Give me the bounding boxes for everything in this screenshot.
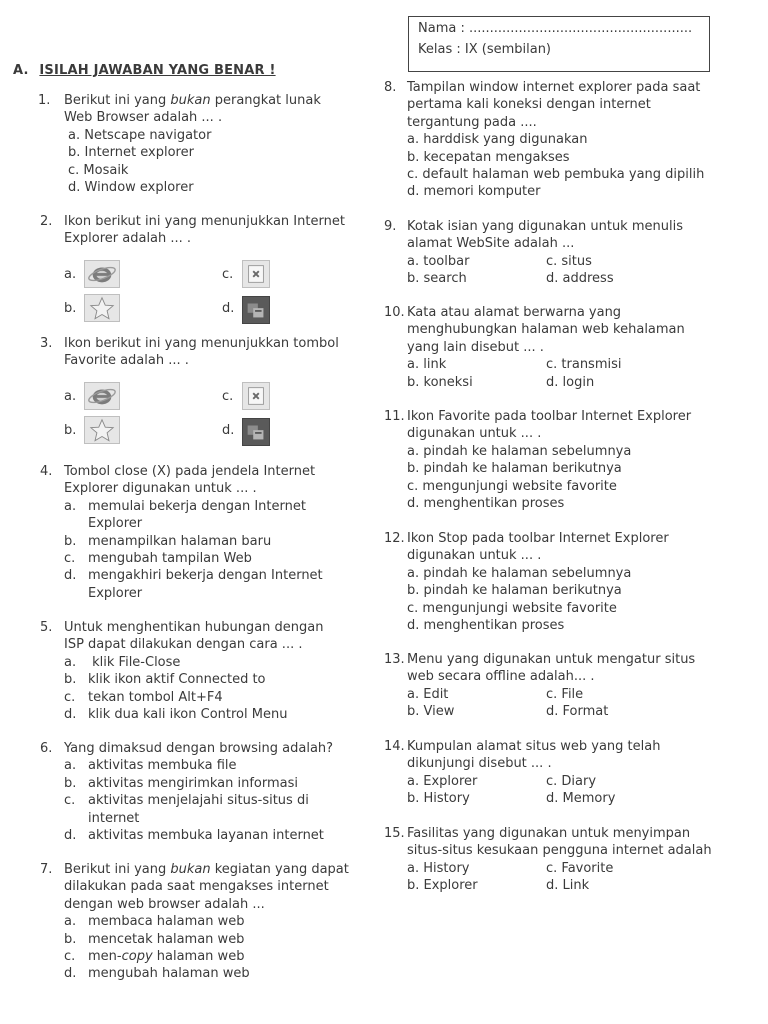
option-letter: b. [64, 533, 77, 549]
option-letter: c. [64, 793, 76, 809]
question-number: 4. [40, 464, 53, 479]
option-text: aktivitas mengirimkan informasi [88, 775, 299, 791]
question-text [64, 92, 321, 127]
question-text [407, 79, 700, 131]
option[interactable] [64, 948, 244, 965]
question-text-emphasis: bukan [170, 93, 211, 108]
option[interactable]: c. mengunjungi website favorite [407, 600, 617, 616]
question-number: 2. [40, 214, 53, 229]
question-text-part: Kumpulan alamat situs web yang telah [407, 739, 661, 754]
question-text-part: Explorer digunakan untuk ... . [64, 481, 257, 497]
question-text [407, 218, 683, 253]
kelas-field: Kelas : IX (sembilan) [418, 42, 552, 58]
option[interactable]: d. menghentikan proses [407, 618, 565, 633]
option[interactable] [64, 498, 306, 515]
question-text [407, 825, 712, 860]
option-letter: b. [64, 931, 77, 947]
question-text-part: Yang dimaksud dengan browsing adalah? [64, 741, 334, 756]
option[interactable]: b. koneksi [407, 374, 473, 390]
question-text-emphasis: bukan [170, 862, 211, 877]
option-text: menampilkan halaman baru [88, 533, 272, 549]
option[interactable] [64, 965, 250, 982]
option[interactable] [64, 689, 223, 706]
option[interactable] [64, 706, 287, 723]
question-number: 15. [384, 826, 405, 841]
option-text: memulai bekerja dengan Internet [88, 498, 306, 514]
question-text-part: Explorer adalah ... . [64, 231, 192, 247]
question-text [64, 335, 339, 370]
question-text-part: Kotak isian yang digunakan untuk menulis [407, 219, 683, 234]
question-text-part: kegiatan yang dapat [210, 862, 349, 877]
option-text: internet [88, 810, 140, 826]
option-letter: b. [64, 672, 77, 688]
question-text-part: Kata atau alamat berwarna yang [407, 305, 622, 320]
refresh-icon[interactable] [242, 418, 270, 446]
question-text [407, 408, 691, 443]
option[interactable] [64, 585, 142, 602]
question-text-part: Fasilitas yang digunakan untuk menyimpan [407, 826, 691, 841]
option-label: b. [64, 423, 77, 438]
option[interactable] [64, 775, 298, 792]
option[interactable] [64, 792, 309, 809]
option[interactable]: a. pindah ke halaman sebelumnya [407, 565, 632, 581]
question-text [407, 651, 695, 686]
question-text-part: yang lain disebut ... . [407, 339, 544, 355]
question-text-part: menghubungkan halaman web kehalaman [407, 322, 685, 338]
question-text-part: digunakan untuk ... . [407, 548, 542, 564]
option-text: mengubah halaman web [88, 966, 250, 982]
option-text: aktivitas menjelajahi situs-situs di [88, 793, 309, 809]
option[interactable] [64, 913, 244, 930]
option[interactable]: b. Explorer [407, 878, 478, 894]
option-text: klik ikon aktif Connected to [88, 672, 266, 688]
option[interactable]: b. pindah ke halaman berikutnya [407, 461, 622, 477]
question-text [407, 304, 685, 356]
question-text-part: dengan web browser adalah ... [64, 896, 265, 912]
question-number: 12. [384, 531, 405, 546]
question-number: 8. [384, 80, 397, 95]
option-text: klik File-Close [88, 654, 181, 670]
option[interactable]: a. Explorer [407, 773, 478, 789]
option[interactable]: d. Format [546, 704, 609, 720]
question-text-part: Menu yang digunakan untuk mengatur situs [407, 652, 696, 667]
option-label: a. [64, 389, 77, 404]
stop-icon[interactable] [242, 382, 270, 410]
option[interactable]: d. Window explorer [68, 180, 194, 195]
option[interactable]: c. Diary [546, 773, 597, 789]
option[interactable] [64, 757, 237, 774]
option[interactable]: c. Mosaik [68, 162, 129, 178]
question-number: 10. [384, 305, 405, 320]
option[interactable] [64, 931, 244, 948]
option[interactable]: c. Favorite [546, 860, 614, 876]
option[interactable] [64, 810, 139, 827]
question-text-part: tergantung pada .... [407, 114, 537, 130]
section-title [13, 62, 276, 79]
option[interactable] [64, 550, 252, 567]
option[interactable]: d. Link [546, 878, 590, 894]
option-text: mengubah tampilan Web [88, 551, 252, 566]
question-number: 5. [40, 620, 53, 635]
option[interactable]: a. toolbar [407, 253, 470, 269]
option[interactable] [64, 533, 271, 550]
option-letter: a. [64, 914, 77, 930]
option[interactable] [64, 654, 180, 671]
question-number: 11. [384, 409, 405, 424]
option-letter: d. [64, 568, 77, 584]
option-text: halaman web [152, 949, 245, 964]
favorite-star-icon[interactable] [84, 416, 120, 444]
option-text: mengakhiri bekerja dengan Internet [88, 568, 323, 584]
option[interactable]: d. address [546, 271, 614, 287]
question-text-part: alamat WebSite adalah ... [407, 236, 575, 252]
section-heading: ISILAH JAWABAN YANG BENAR ! [39, 63, 276, 78]
option-text: aktivitas membuka file [88, 758, 237, 774]
question-text-part: Ikon berikut ini yang menunjukkan Internet [64, 214, 345, 229]
option[interactable]: a. harddisk yang digunakan [407, 132, 588, 148]
option-text-emphasis: copy [121, 949, 153, 964]
question-text-part: digunakan untuk ... . [407, 426, 542, 442]
question-number: 1. [38, 93, 51, 108]
option[interactable]: a. Edit [407, 686, 449, 702]
question-text-part: web secara offline adalah... . [407, 669, 595, 685]
option[interactable] [64, 567, 323, 584]
option[interactable]: d. menghentikan proses [407, 496, 565, 511]
question-text-part: pertama kali koneksi dengan internet [407, 97, 651, 113]
option[interactable]: a. History [407, 860, 470, 876]
option-text: aktivitas membuka layanan internet [88, 828, 324, 843]
option-letter: d. [64, 828, 77, 843]
option-text: men- [88, 949, 122, 964]
question-text [407, 530, 669, 565]
question-text-part: Tombol close (X) pada jendela Internet [64, 464, 316, 479]
option[interactable]: c. mengunjungi website favorite [407, 478, 617, 494]
option-text: tekan tombol Alt+F4 [88, 689, 223, 705]
option[interactable]: c. File [546, 686, 584, 702]
question-text-part: Ikon berikut ini yang menunjukkan tombol [64, 336, 339, 351]
question-text [64, 213, 345, 248]
option-letter: b. [64, 775, 77, 791]
question-text-part: perangkat lunak [210, 93, 321, 108]
question-number: 3. [40, 336, 53, 351]
stop-icon[interactable] [242, 260, 270, 288]
question-text [64, 861, 349, 913]
refresh-icon[interactable] [242, 296, 270, 324]
option-letter: d. [64, 707, 77, 722]
question-text-part: dilakukan pada saat mengakses internet [64, 879, 329, 895]
question-text [64, 740, 333, 757]
option[interactable]: b. pindah ke halaman berikutnya [407, 583, 622, 599]
option[interactable]: b. Internet explorer [68, 145, 194, 161]
option[interactable]: b. View [407, 704, 455, 720]
option-letter: a. [64, 654, 77, 670]
option-label: a. [64, 267, 77, 282]
question-text-part: Ikon Favorite pada toolbar Internet Explorer [407, 409, 692, 424]
option[interactable]: a. link [407, 357, 447, 373]
nama-field: Nama : ...................................................... [418, 21, 693, 36]
ie-icon[interactable] [84, 382, 120, 410]
option[interactable]: b. kecepatan mengakses [407, 149, 570, 165]
option[interactable]: c. transmisi [546, 357, 622, 373]
option-text: klik dua kali ikon Control Menu [88, 707, 288, 722]
favorite-star-icon[interactable] [84, 294, 120, 322]
option[interactable]: b. search [407, 271, 467, 287]
option[interactable]: c. default halaman web pembuka yang dipilih [407, 167, 705, 182]
option-label: c. [222, 389, 234, 404]
option-label: d. [222, 301, 235, 316]
option-letter: a. [64, 498, 77, 514]
option-label: b. [64, 301, 77, 316]
option[interactable]: a. Netscape navigator [68, 127, 212, 143]
question-text-part: Favorite adalah ... . [64, 353, 189, 369]
student-info-box [408, 16, 710, 72]
option-label: c. [222, 267, 234, 282]
question-number: 9. [384, 219, 397, 234]
option[interactable]: b. History [407, 791, 470, 807]
question-text-part: dikunjungi disebut ... . [407, 756, 552, 772]
option[interactable]: a. pindah ke halaman sebelumnya [407, 443, 632, 459]
question-number: 14. [384, 739, 405, 754]
question-text-part: Berikut ini yang [64, 93, 171, 108]
question-number: 7. [40, 862, 53, 877]
option-text: membaca halaman web [88, 914, 245, 930]
option[interactable]: d. Memory [546, 791, 616, 807]
option-text: Explorer [88, 585, 143, 601]
option-letter: c. [64, 949, 76, 964]
question-text-part: Tampilan window internet explorer pada saat [407, 80, 701, 95]
option-letter: a. [64, 758, 77, 774]
option[interactable]: d. memori komputer [407, 184, 541, 200]
option[interactable] [64, 827, 324, 844]
question-text-part: Berikut ini yang [64, 862, 171, 877]
option-letter: c. [64, 689, 76, 705]
option[interactable] [64, 515, 142, 532]
question-number: 13. [384, 652, 405, 667]
question-text-part: Ikon Stop pada toolbar Internet Explorer [407, 531, 669, 546]
option-letter: c. [64, 551, 76, 566]
question-text-part: Web Browser adalah ... . [64, 110, 223, 126]
question-number: 6. [40, 741, 53, 756]
question-text-part: Untuk menghentikan hubungan dengan [64, 620, 324, 635]
option[interactable]: c. situs [546, 253, 592, 269]
question-text-part: situs-situs kesukaan pengguna internet adalah [407, 843, 712, 859]
question-text [64, 463, 315, 498]
option[interactable]: d. login [546, 374, 595, 390]
ie-icon[interactable] [84, 260, 120, 288]
section-letter: A. [13, 63, 29, 78]
option-letter: d. [64, 966, 77, 982]
option-text: Explorer [88, 516, 143, 532]
option-text: mencetak halaman web [88, 931, 245, 947]
question-text [407, 738, 660, 773]
option[interactable] [64, 671, 266, 688]
question-text-part: ISP dapat dilakukan dengan cara ... . [64, 637, 303, 653]
option-label: d. [222, 423, 235, 438]
question-text [64, 619, 323, 654]
